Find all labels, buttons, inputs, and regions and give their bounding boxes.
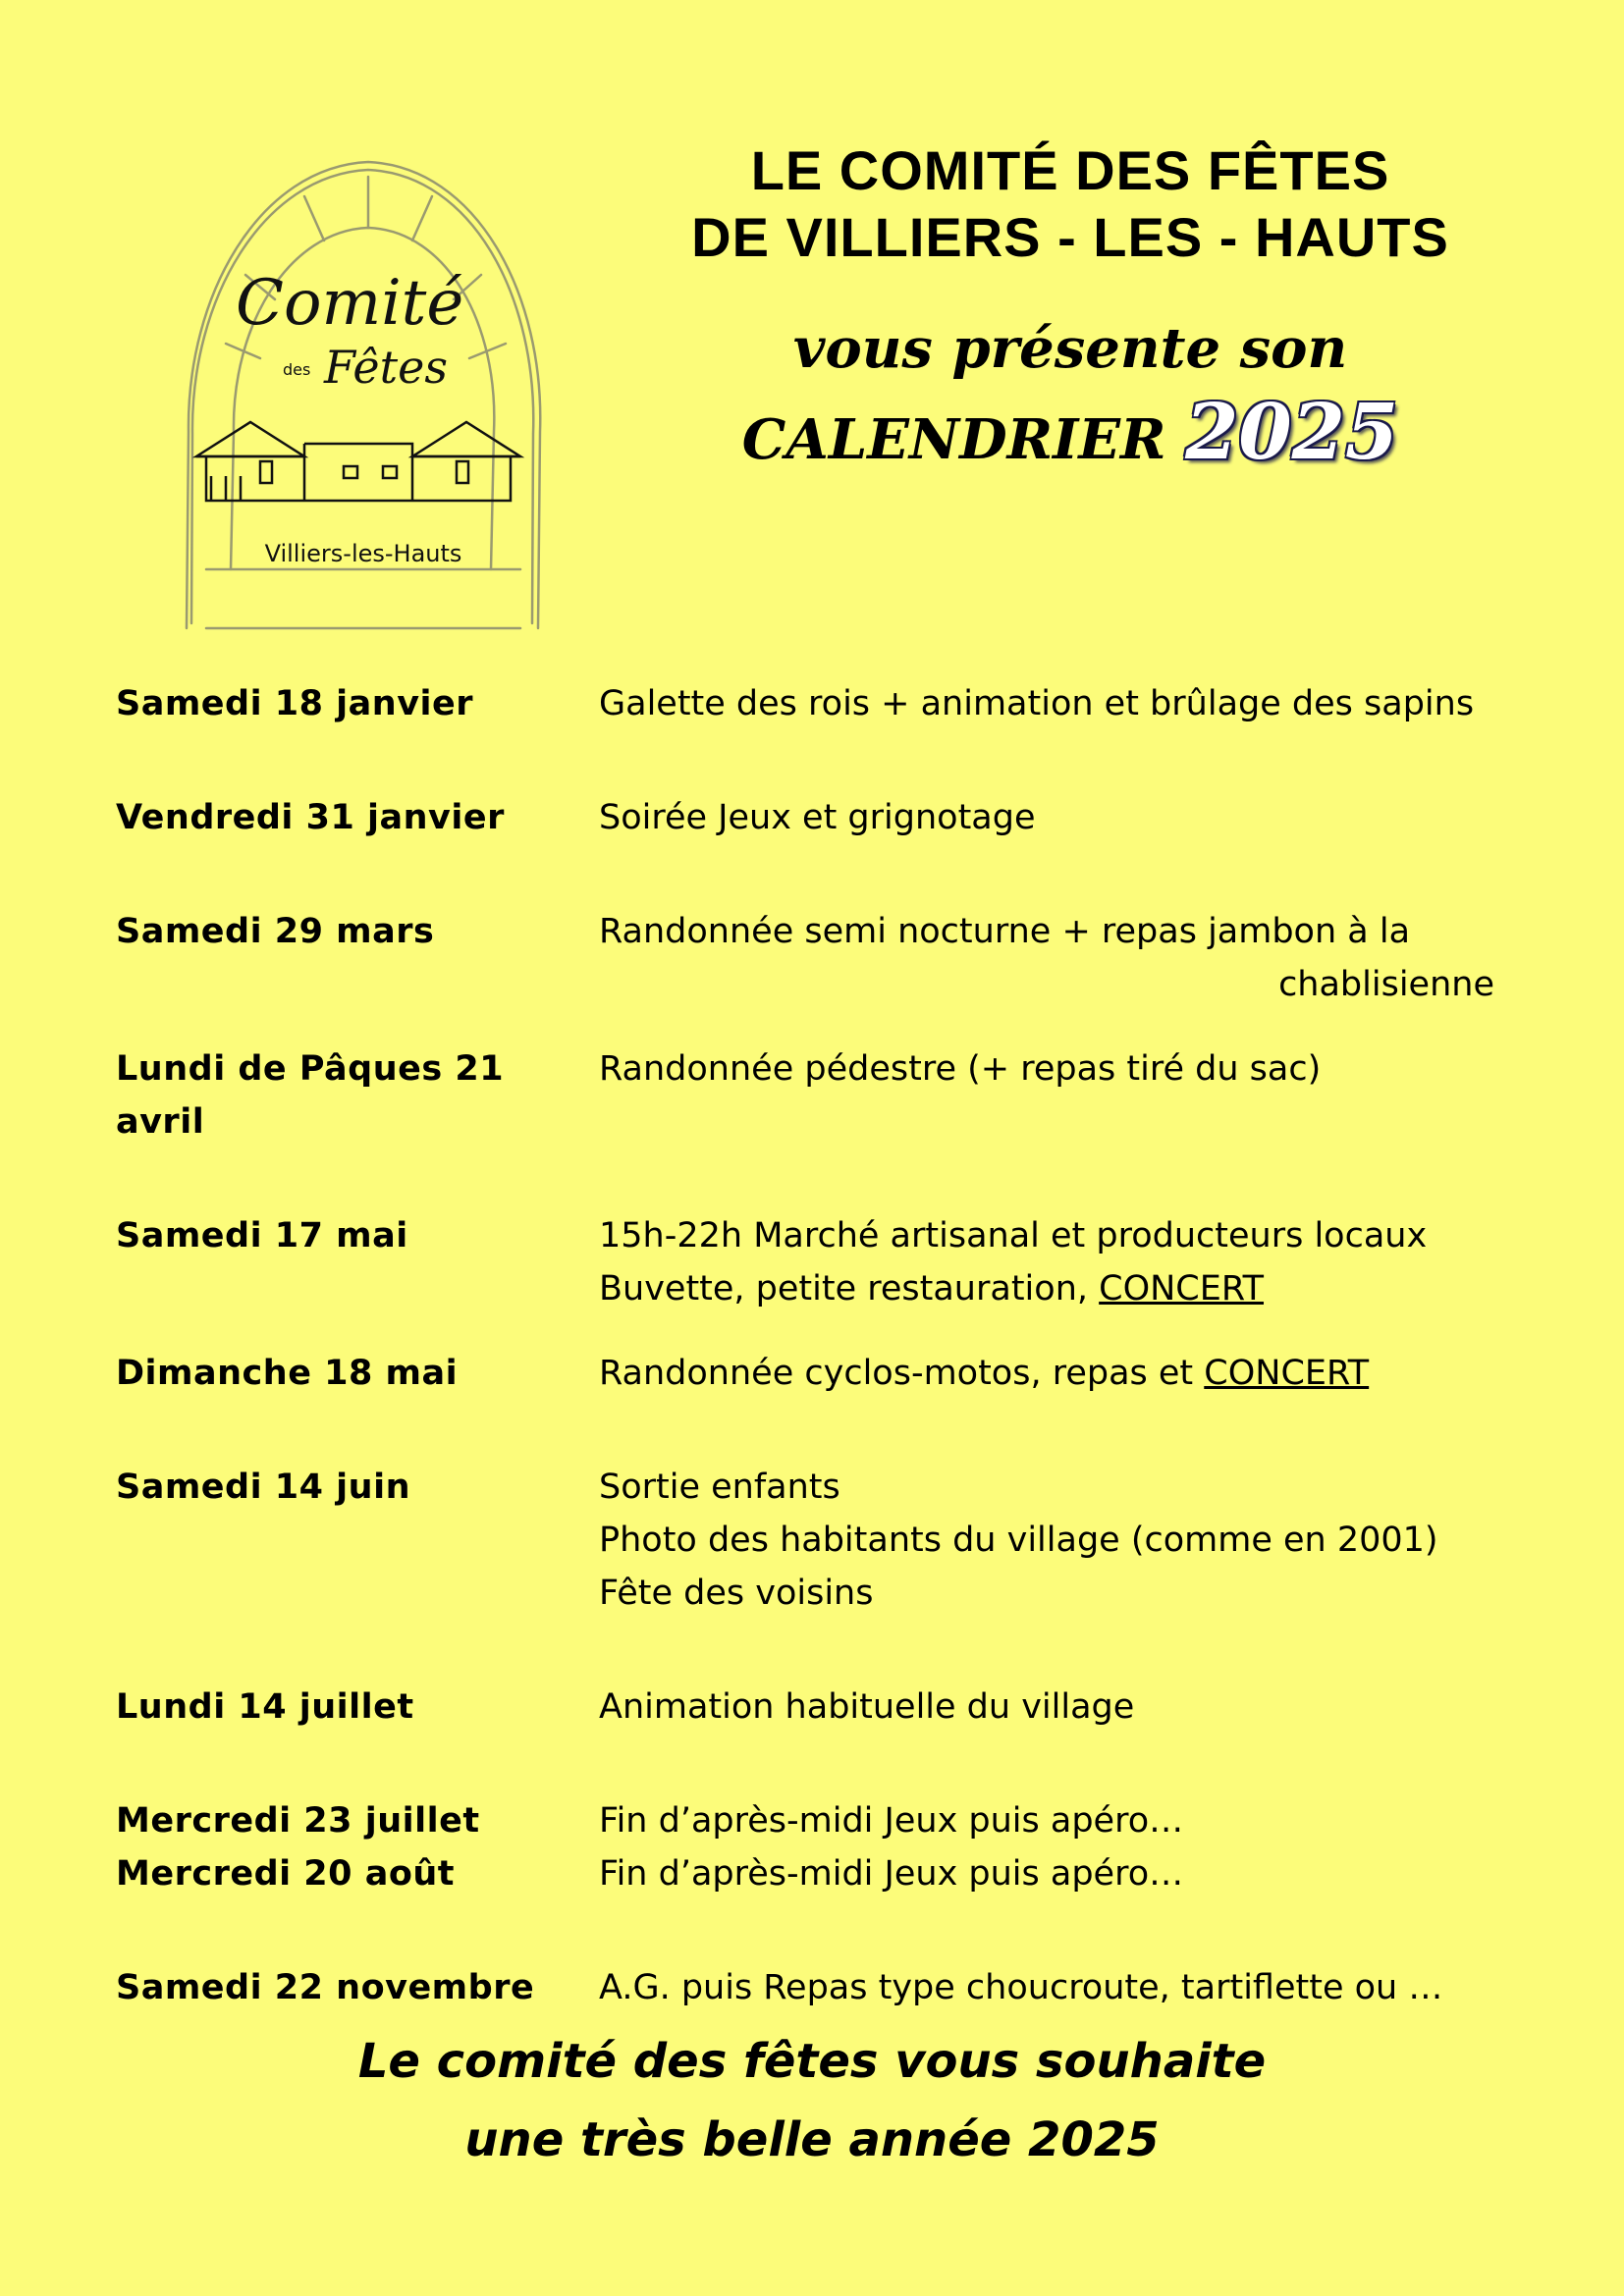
event-date: Lundi de Pâques 21 avril (116, 1049, 505, 1142)
calendar-heading (628, 389, 1512, 484)
event-row (116, 677, 1530, 730)
logo-building-icon (196, 422, 520, 501)
subtitle: vous présente son (792, 316, 1348, 381)
event-description (599, 1209, 1530, 1315)
event-line: Sortie enfants (599, 1468, 840, 1507)
event-line: Randonnée pédestre (+ repas tiré du sac) (599, 1049, 1322, 1089)
event-line-text: Randonnée cyclos-motos, repas et (599, 1354, 1194, 1393)
event-date: Samedi 29 mars (116, 912, 435, 951)
event-row (116, 1794, 1530, 1847)
event-row (116, 1347, 1530, 1400)
event-row (116, 1847, 1530, 1900)
event-row (116, 905, 1530, 1011)
event-date: Mercredi 20 août (116, 1854, 456, 1894)
event-date: Dimanche 18 mai (116, 1354, 459, 1393)
footer-line-1: Le comité des fêtes vous souhaite (357, 2034, 1267, 2089)
event-row (116, 1961, 1530, 2014)
event-date: Samedi 22 novembre (116, 1968, 535, 2007)
event-description (599, 1681, 1530, 1734)
event-line: A.G. puis Repas type choucroute, tartiflette ou … (599, 1968, 1443, 2007)
event-description (599, 1794, 1530, 1847)
event-line: Photo des habitants du village (comme en 2001) (599, 1521, 1438, 1560)
footer-line-2: une très belle année 2025 (464, 2112, 1160, 2167)
logo-base-lines (206, 569, 520, 628)
event-line: Fin d’après-midi Jeux puis apéro… (599, 1854, 1184, 1894)
event-row (116, 1209, 1530, 1315)
event-line: chablisienne (1278, 965, 1494, 1004)
title-line-1: LE COMITÉ DES FÊTES (750, 139, 1390, 201)
event-line-with-concert (599, 1262, 1530, 1315)
logo-town-text: Villiers-les-Hauts (264, 540, 462, 567)
event-description (599, 905, 1530, 1011)
event-line: Soirée Jeux et grignotage (599, 798, 1036, 837)
concert-label: CONCERT (1099, 1269, 1265, 1308)
event-line: Galette des rois + animation et brûlage des sapins (599, 684, 1475, 723)
event-description (599, 1847, 1530, 1900)
event-date: Lundi 14 juillet (116, 1687, 414, 1727)
event-row (116, 1681, 1530, 1734)
event-description (599, 1347, 1530, 1400)
event-description (599, 1961, 1530, 2014)
event-date: Samedi 14 juin (116, 1468, 410, 1507)
event-line: Fin d’après-midi Jeux puis apéro… (599, 1801, 1184, 1841)
footer-wishes (0, 2022, 1624, 2179)
event-row (116, 791, 1530, 844)
event-line: Randonnée semi nocturne + repas jambon à la (599, 912, 1411, 951)
title-line-2: DE VILLIERS - LES - HAUTS (691, 206, 1449, 268)
calendar-year: 2025 (1185, 388, 1399, 477)
event-line: Animation habituelle du village (599, 1687, 1135, 1727)
event-line: Fête des voisins (599, 1574, 874, 1613)
event-description (599, 677, 1530, 730)
concert-label: CONCERT (1204, 1354, 1370, 1393)
event-row (116, 1461, 1530, 1620)
logo-comite-text: Comité (236, 267, 464, 340)
calendar-word: CALENDRIER (741, 407, 1166, 472)
logo-arch-drawing (167, 137, 560, 648)
page-header (628, 137, 1512, 484)
comite-logo (167, 137, 560, 648)
logo-fetes-text: Fêtes (324, 341, 448, 394)
event-line-text: Buvette, petite restauration, (599, 1269, 1088, 1308)
event-line-with-concert (599, 1347, 1530, 1400)
event-description (599, 791, 1530, 844)
event-row (116, 1042, 1530, 1148)
event-line: 15h-22h Marché artisanal et producteurs locaux (599, 1216, 1428, 1255)
event-list (116, 677, 1530, 2014)
event-date: Vendredi 31 janvier (116, 798, 505, 837)
event-date: Mercredi 23 juillet (116, 1801, 480, 1841)
event-description (599, 1042, 1530, 1148)
event-date: Samedi 17 mai (116, 1216, 408, 1255)
event-date: Samedi 18 janvier (116, 684, 474, 723)
event-description (599, 1461, 1530, 1620)
logo-des-text: des (283, 360, 311, 379)
